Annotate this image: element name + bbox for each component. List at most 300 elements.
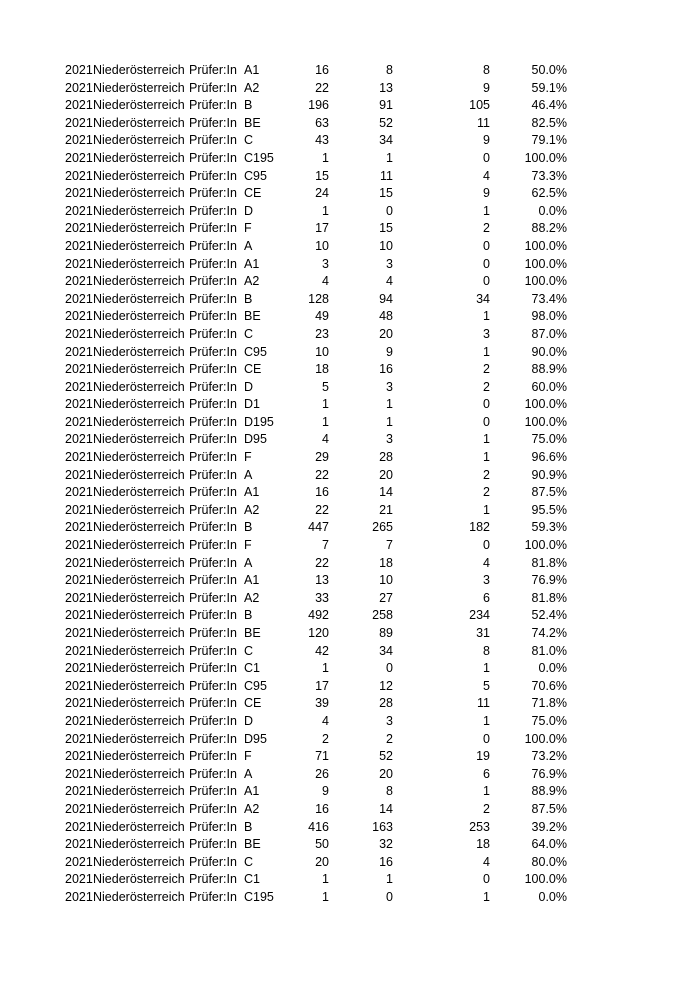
cell-total: 1 bbox=[322, 872, 329, 887]
cell-passed: 28 bbox=[379, 450, 393, 465]
cell-total: 22 bbox=[315, 502, 329, 517]
cell-region: Niederösterreich bbox=[93, 485, 185, 500]
cell-year: 2021 bbox=[65, 203, 93, 218]
cell-total: 4 bbox=[322, 274, 329, 289]
cell-passed: 14 bbox=[379, 485, 393, 500]
cell-role: Prüfer:In bbox=[189, 168, 237, 183]
cell-license-class: D195 bbox=[244, 414, 274, 429]
cell-role: Prüfer:In bbox=[189, 414, 237, 429]
cell-year: 2021 bbox=[65, 643, 93, 658]
cell-year: 2021 bbox=[65, 309, 93, 324]
cell-year: 2021 bbox=[65, 115, 93, 130]
cell-license-class: D bbox=[244, 713, 254, 728]
cell-failed: 2 bbox=[483, 362, 490, 377]
cell-passed: 9 bbox=[386, 344, 393, 359]
cell-pass-rate: 60.0% bbox=[531, 379, 567, 394]
table-row bbox=[0, 168, 700, 186]
cell-pass-rate: 87.0% bbox=[531, 326, 567, 341]
cell-passed: 52 bbox=[379, 115, 393, 130]
table-row bbox=[0, 660, 700, 678]
cell-passed: 20 bbox=[379, 326, 393, 341]
cell-role: Prüfer:In bbox=[189, 203, 237, 218]
cell-pass-rate: 73.3% bbox=[531, 168, 567, 183]
cell-pass-rate: 95.5% bbox=[531, 502, 567, 517]
cell-total: 7 bbox=[322, 538, 329, 553]
cell-passed: 34 bbox=[379, 133, 393, 148]
cell-license-class: A2 bbox=[244, 502, 260, 517]
cell-region: Niederösterreich bbox=[93, 766, 185, 781]
cell-role: Prüfer:In bbox=[189, 450, 237, 465]
cell-role: Prüfer:In bbox=[189, 801, 237, 816]
cell-year: 2021 bbox=[65, 274, 93, 289]
cell-year: 2021 bbox=[65, 291, 93, 306]
cell-total: 43 bbox=[315, 133, 329, 148]
cell-year: 2021 bbox=[65, 397, 93, 412]
cell-license-class: B bbox=[244, 98, 253, 113]
cell-passed: 258 bbox=[372, 608, 393, 623]
cell-failed: 34 bbox=[476, 291, 490, 306]
cell-region: Niederösterreich bbox=[93, 362, 185, 377]
cell-role: Prüfer:In bbox=[189, 502, 237, 517]
cell-passed: 18 bbox=[379, 555, 393, 570]
cell-pass-rate: 100.0% bbox=[524, 397, 567, 412]
cell-failed: 2 bbox=[483, 467, 490, 482]
cell-total: 13 bbox=[315, 573, 329, 588]
cell-region: Niederösterreich bbox=[93, 555, 185, 570]
table-row bbox=[0, 80, 700, 98]
cell-region: Niederösterreich bbox=[93, 661, 185, 676]
cell-total: 63 bbox=[315, 115, 329, 130]
cell-year: 2021 bbox=[65, 573, 93, 588]
table-row bbox=[0, 273, 700, 291]
cell-region: Niederösterreich bbox=[93, 168, 185, 183]
cell-year: 2021 bbox=[65, 502, 93, 517]
table-row bbox=[0, 220, 700, 238]
cell-pass-rate: 39.2% bbox=[531, 819, 567, 834]
cell-region: Niederösterreich bbox=[93, 590, 185, 605]
table-row bbox=[0, 607, 700, 625]
cell-total: 39 bbox=[315, 696, 329, 711]
cell-passed: 28 bbox=[379, 696, 393, 711]
cell-pass-rate: 76.9% bbox=[531, 766, 567, 781]
cell-failed: 4 bbox=[483, 555, 490, 570]
cell-passed: 1 bbox=[386, 397, 393, 412]
cell-region: Niederösterreich bbox=[93, 186, 185, 201]
cell-passed: 3 bbox=[386, 256, 393, 271]
cell-failed: 1 bbox=[483, 889, 490, 904]
table-row bbox=[0, 361, 700, 379]
cell-passed: 52 bbox=[379, 749, 393, 764]
cell-passed: 15 bbox=[379, 221, 393, 236]
cell-total: 33 bbox=[315, 590, 329, 605]
cell-total: 2 bbox=[322, 731, 329, 746]
cell-passed: 16 bbox=[379, 854, 393, 869]
cell-total: 1 bbox=[322, 661, 329, 676]
cell-region: Niederösterreich bbox=[93, 291, 185, 306]
cell-total: 4 bbox=[322, 713, 329, 728]
cell-year: 2021 bbox=[65, 221, 93, 236]
cell-failed: 8 bbox=[483, 643, 490, 658]
cell-license-class: A bbox=[244, 555, 253, 570]
cell-pass-rate: 100.0% bbox=[524, 238, 567, 253]
cell-pass-rate: 46.4% bbox=[531, 98, 567, 113]
cell-failed: 1 bbox=[483, 344, 490, 359]
cell-region: Niederösterreich bbox=[93, 238, 185, 253]
cell-passed: 11 bbox=[380, 168, 393, 183]
cell-failed: 105 bbox=[469, 98, 490, 113]
cell-year: 2021 bbox=[65, 608, 93, 623]
cell-license-class: C95 bbox=[244, 344, 267, 359]
cell-region: Niederösterreich bbox=[93, 397, 185, 412]
cell-passed: 265 bbox=[372, 520, 393, 535]
cell-license-class: C1 bbox=[244, 661, 260, 676]
cell-license-class: C bbox=[244, 326, 254, 341]
cell-year: 2021 bbox=[65, 678, 93, 693]
cell-pass-rate: 75.0% bbox=[531, 432, 567, 447]
cell-role: Prüfer:In bbox=[189, 608, 237, 623]
cell-passed: 15 bbox=[379, 186, 393, 201]
cell-license-class: A bbox=[244, 467, 253, 482]
cell-passed: 94 bbox=[379, 291, 393, 306]
table-row bbox=[0, 132, 700, 150]
cell-role: Prüfer:In bbox=[189, 696, 237, 711]
cell-year: 2021 bbox=[65, 450, 93, 465]
cell-region: Niederösterreich bbox=[93, 872, 185, 887]
cell-year: 2021 bbox=[65, 538, 93, 553]
cell-role: Prüfer:In bbox=[189, 854, 237, 869]
cell-passed: 13 bbox=[379, 80, 393, 95]
cell-license-class: A2 bbox=[244, 801, 260, 816]
cell-year: 2021 bbox=[65, 661, 93, 676]
cell-total: 10 bbox=[315, 238, 329, 253]
cell-total: 10 bbox=[315, 344, 329, 359]
cell-year: 2021 bbox=[65, 713, 93, 728]
table-row bbox=[0, 572, 700, 590]
cell-failed: 6 bbox=[483, 766, 490, 781]
cell-year: 2021 bbox=[65, 837, 93, 852]
cell-total: 24 bbox=[315, 186, 329, 201]
cell-pass-rate: 96.6% bbox=[531, 450, 567, 465]
cell-passed: 12 bbox=[379, 678, 393, 693]
cell-failed: 3 bbox=[483, 573, 490, 588]
cell-passed: 7 bbox=[386, 538, 393, 553]
cell-region: Niederösterreich bbox=[93, 819, 185, 834]
cell-pass-rate: 0.0% bbox=[538, 661, 567, 676]
table-row bbox=[0, 537, 700, 555]
cell-failed: 0 bbox=[483, 150, 490, 165]
table-row bbox=[0, 713, 700, 731]
cell-pass-rate: 90.9% bbox=[531, 467, 567, 482]
cell-role: Prüfer:In bbox=[189, 766, 237, 781]
cell-license-class: CE bbox=[244, 696, 262, 711]
cell-role: Prüfer:In bbox=[189, 713, 237, 728]
cell-pass-rate: 74.2% bbox=[531, 626, 567, 640]
cell-total: 4 bbox=[322, 432, 329, 447]
cell-role: Prüfer:In bbox=[189, 291, 237, 306]
cell-passed: 1 bbox=[386, 150, 393, 165]
cell-passed: 8 bbox=[386, 63, 393, 77]
cell-year: 2021 bbox=[65, 590, 93, 605]
cell-region: Niederösterreich bbox=[93, 749, 185, 764]
cell-pass-rate: 100.0% bbox=[524, 256, 567, 271]
cell-license-class: F bbox=[244, 538, 252, 553]
cell-license-class: D bbox=[244, 379, 254, 394]
cell-license-class: A2 bbox=[244, 590, 260, 605]
cell-total: 49 bbox=[315, 309, 329, 324]
cell-total: 17 bbox=[315, 221, 329, 236]
cell-pass-rate: 79.1% bbox=[531, 133, 567, 148]
table-row bbox=[0, 396, 700, 414]
cell-region: Niederösterreich bbox=[93, 678, 185, 693]
cell-role: Prüfer:In bbox=[189, 590, 237, 605]
cell-role: Prüfer:In bbox=[189, 784, 237, 799]
cell-total: 22 bbox=[315, 467, 329, 482]
cell-region: Niederösterreich bbox=[93, 115, 185, 130]
cell-failed: 3 bbox=[483, 326, 490, 341]
table-row bbox=[0, 185, 700, 203]
cell-license-class: B bbox=[244, 608, 253, 623]
cell-region: Niederösterreich bbox=[93, 889, 185, 904]
cell-passed: 0 bbox=[386, 203, 393, 218]
table-row bbox=[0, 819, 700, 837]
cell-license-class: D1 bbox=[244, 397, 260, 412]
cell-pass-rate: 76.9% bbox=[531, 573, 567, 588]
cell-role: Prüfer:In bbox=[189, 238, 237, 253]
cell-total: 1 bbox=[322, 150, 329, 165]
cell-role: Prüfer:In bbox=[189, 520, 237, 535]
cell-region: Niederösterreich bbox=[93, 520, 185, 535]
cell-year: 2021 bbox=[65, 854, 93, 869]
table-row bbox=[0, 854, 700, 872]
cell-year: 2021 bbox=[65, 98, 93, 113]
cell-region: Niederösterreich bbox=[93, 538, 185, 553]
cell-pass-rate: 62.5% bbox=[531, 186, 567, 201]
cell-failed: 0 bbox=[483, 397, 490, 412]
cell-year: 2021 bbox=[65, 696, 93, 711]
cell-pass-rate: 0.0% bbox=[538, 889, 567, 904]
cell-license-class: C1 bbox=[244, 872, 260, 887]
cell-region: Niederösterreich bbox=[93, 379, 185, 394]
cell-region: Niederösterreich bbox=[93, 133, 185, 148]
cell-region: Niederösterreich bbox=[93, 450, 185, 465]
cell-passed: 1 bbox=[386, 414, 393, 429]
cell-role: Prüfer:In bbox=[189, 326, 237, 341]
cell-region: Niederösterreich bbox=[93, 326, 185, 341]
cell-passed: 91 bbox=[379, 98, 393, 113]
table-row bbox=[0, 256, 700, 274]
cell-failed: 2 bbox=[483, 379, 490, 394]
cell-failed: 1 bbox=[483, 661, 490, 676]
cell-region: Niederösterreich bbox=[93, 309, 185, 324]
table-row bbox=[0, 414, 700, 432]
cell-failed: 18 bbox=[476, 837, 490, 852]
cell-year: 2021 bbox=[65, 520, 93, 535]
cell-passed: 8 bbox=[386, 784, 393, 799]
cell-failed: 0 bbox=[483, 256, 490, 271]
cell-pass-rate: 82.5% bbox=[531, 115, 567, 130]
cell-region: Niederösterreich bbox=[93, 344, 185, 359]
table-row bbox=[0, 203, 700, 221]
cell-failed: 2 bbox=[483, 221, 490, 236]
table-row bbox=[0, 62, 700, 80]
cell-region: Niederösterreich bbox=[93, 573, 185, 588]
cell-failed: 1 bbox=[483, 203, 490, 218]
cell-license-class: A1 bbox=[244, 256, 260, 271]
cell-total: 15 bbox=[315, 168, 329, 183]
cell-region: Niederösterreich bbox=[93, 432, 185, 447]
cell-failed: 0 bbox=[483, 872, 490, 887]
cell-failed: 11 bbox=[477, 696, 490, 711]
table-row bbox=[0, 801, 700, 819]
cell-region: Niederösterreich bbox=[93, 414, 185, 429]
cell-passed: 0 bbox=[386, 889, 393, 904]
cell-year: 2021 bbox=[65, 731, 93, 746]
cell-region: Niederösterreich bbox=[93, 98, 185, 113]
cell-role: Prüfer:In bbox=[189, 872, 237, 887]
cell-role: Prüfer:In bbox=[189, 186, 237, 201]
cell-region: Niederösterreich bbox=[93, 837, 185, 852]
cell-pass-rate: 88.2% bbox=[531, 221, 567, 236]
cell-pass-rate: 87.5% bbox=[531, 801, 567, 816]
cell-region: Niederösterreich bbox=[93, 63, 185, 77]
table-row bbox=[0, 871, 700, 889]
cell-license-class: D95 bbox=[244, 432, 267, 447]
table-row bbox=[0, 836, 700, 854]
cell-passed: 10 bbox=[379, 573, 393, 588]
cell-role: Prüfer:In bbox=[189, 63, 237, 77]
cell-license-class: F bbox=[244, 450, 252, 465]
cell-region: Niederösterreich bbox=[93, 274, 185, 289]
cell-role: Prüfer:In bbox=[189, 133, 237, 148]
cell-region: Niederösterreich bbox=[93, 854, 185, 869]
cell-license-class: B bbox=[244, 291, 253, 306]
cell-year: 2021 bbox=[65, 467, 93, 482]
cell-passed: 20 bbox=[379, 766, 393, 781]
cell-license-class: A1 bbox=[244, 485, 260, 500]
cell-region: Niederösterreich bbox=[93, 626, 185, 640]
cell-role: Prüfer:In bbox=[189, 344, 237, 359]
cell-year: 2021 bbox=[65, 238, 93, 253]
cell-failed: 234 bbox=[469, 608, 490, 623]
cell-pass-rate: 50.0% bbox=[531, 63, 567, 77]
cell-year: 2021 bbox=[65, 784, 93, 799]
cell-year: 2021 bbox=[65, 256, 93, 271]
cell-region: Niederösterreich bbox=[93, 784, 185, 799]
cell-region: Niederösterreich bbox=[93, 696, 185, 711]
cell-year: 2021 bbox=[65, 168, 93, 183]
cell-failed: 5 bbox=[483, 678, 490, 693]
table-row bbox=[0, 238, 700, 256]
cell-pass-rate: 88.9% bbox=[531, 784, 567, 799]
cell-failed: 6 bbox=[483, 590, 490, 605]
cell-role: Prüfer:In bbox=[189, 573, 237, 588]
cell-pass-rate: 0.0% bbox=[538, 203, 567, 218]
cell-failed: 9 bbox=[483, 133, 490, 148]
cell-pass-rate: 100.0% bbox=[524, 150, 567, 165]
cell-pass-rate: 52.4% bbox=[531, 608, 567, 623]
cell-pass-rate: 88.9% bbox=[531, 362, 567, 377]
cell-pass-rate: 98.0% bbox=[531, 309, 567, 324]
table-row bbox=[0, 643, 700, 661]
cell-license-class: D bbox=[244, 203, 254, 218]
cell-passed: 34 bbox=[379, 643, 393, 658]
cell-total: 23 bbox=[315, 326, 329, 341]
cell-failed: 1 bbox=[483, 502, 490, 517]
cell-pass-rate: 59.3% bbox=[531, 520, 567, 535]
cell-failed: 0 bbox=[483, 538, 490, 553]
table-row bbox=[0, 97, 700, 115]
cell-role: Prüfer:In bbox=[189, 150, 237, 165]
cell-pass-rate: 90.0% bbox=[531, 344, 567, 359]
table-row bbox=[0, 344, 700, 362]
cell-year: 2021 bbox=[65, 872, 93, 887]
cell-total: 196 bbox=[308, 98, 329, 113]
table-row bbox=[0, 379, 700, 397]
cell-license-class: C bbox=[244, 133, 254, 148]
cell-region: Niederösterreich bbox=[93, 713, 185, 728]
cell-passed: 48 bbox=[379, 309, 393, 324]
cell-passed: 21 bbox=[379, 502, 393, 517]
cell-license-class: C bbox=[244, 854, 254, 869]
table-row bbox=[0, 502, 700, 520]
cell-year: 2021 bbox=[65, 326, 93, 341]
cell-role: Prüfer:In bbox=[189, 555, 237, 570]
cell-year: 2021 bbox=[65, 766, 93, 781]
cell-pass-rate: 100.0% bbox=[524, 274, 567, 289]
cell-year: 2021 bbox=[65, 362, 93, 377]
cell-role: Prüfer:In bbox=[189, 485, 237, 500]
cell-failed: 182 bbox=[469, 520, 490, 535]
cell-passed: 10 bbox=[379, 238, 393, 253]
cell-failed: 1 bbox=[483, 309, 490, 324]
cell-passed: 32 bbox=[379, 837, 393, 852]
cell-passed: 89 bbox=[379, 626, 393, 640]
cell-failed: 2 bbox=[483, 485, 490, 500]
cell-license-class: CE bbox=[244, 186, 262, 201]
cell-passed: 1 bbox=[386, 872, 393, 887]
cell-failed: 31 bbox=[476, 626, 490, 640]
cell-pass-rate: 64.0% bbox=[531, 837, 567, 852]
cell-passed: 3 bbox=[386, 432, 393, 447]
cell-pass-rate: 81.8% bbox=[531, 590, 567, 605]
cell-role: Prüfer:In bbox=[189, 837, 237, 852]
cell-failed: 4 bbox=[483, 168, 490, 183]
cell-pass-rate: 59.1% bbox=[531, 80, 567, 95]
cell-pass-rate: 71.8% bbox=[531, 696, 567, 711]
cell-total: 71 bbox=[315, 749, 329, 764]
cell-role: Prüfer:In bbox=[189, 432, 237, 447]
table-row bbox=[0, 783, 700, 801]
cell-year: 2021 bbox=[65, 344, 93, 359]
cell-region: Niederösterreich bbox=[93, 801, 185, 816]
cell-role: Prüfer:In bbox=[189, 538, 237, 553]
cell-total: 447 bbox=[308, 520, 329, 535]
cell-role: Prüfer:In bbox=[189, 115, 237, 130]
cell-pass-rate: 70.6% bbox=[531, 678, 567, 693]
cell-region: Niederösterreich bbox=[93, 256, 185, 271]
cell-pass-rate: 87.5% bbox=[531, 485, 567, 500]
cell-failed: 1 bbox=[483, 784, 490, 799]
cell-year: 2021 bbox=[65, 414, 93, 429]
cell-total: 20 bbox=[315, 854, 329, 869]
cell-failed: 253 bbox=[469, 819, 490, 834]
cell-role: Prüfer:In bbox=[189, 379, 237, 394]
cell-year: 2021 bbox=[65, 432, 93, 447]
cell-total: 1 bbox=[322, 203, 329, 218]
cell-role: Prüfer:In bbox=[189, 643, 237, 658]
cell-license-class: C195 bbox=[244, 150, 274, 165]
cell-pass-rate: 100.0% bbox=[524, 414, 567, 429]
